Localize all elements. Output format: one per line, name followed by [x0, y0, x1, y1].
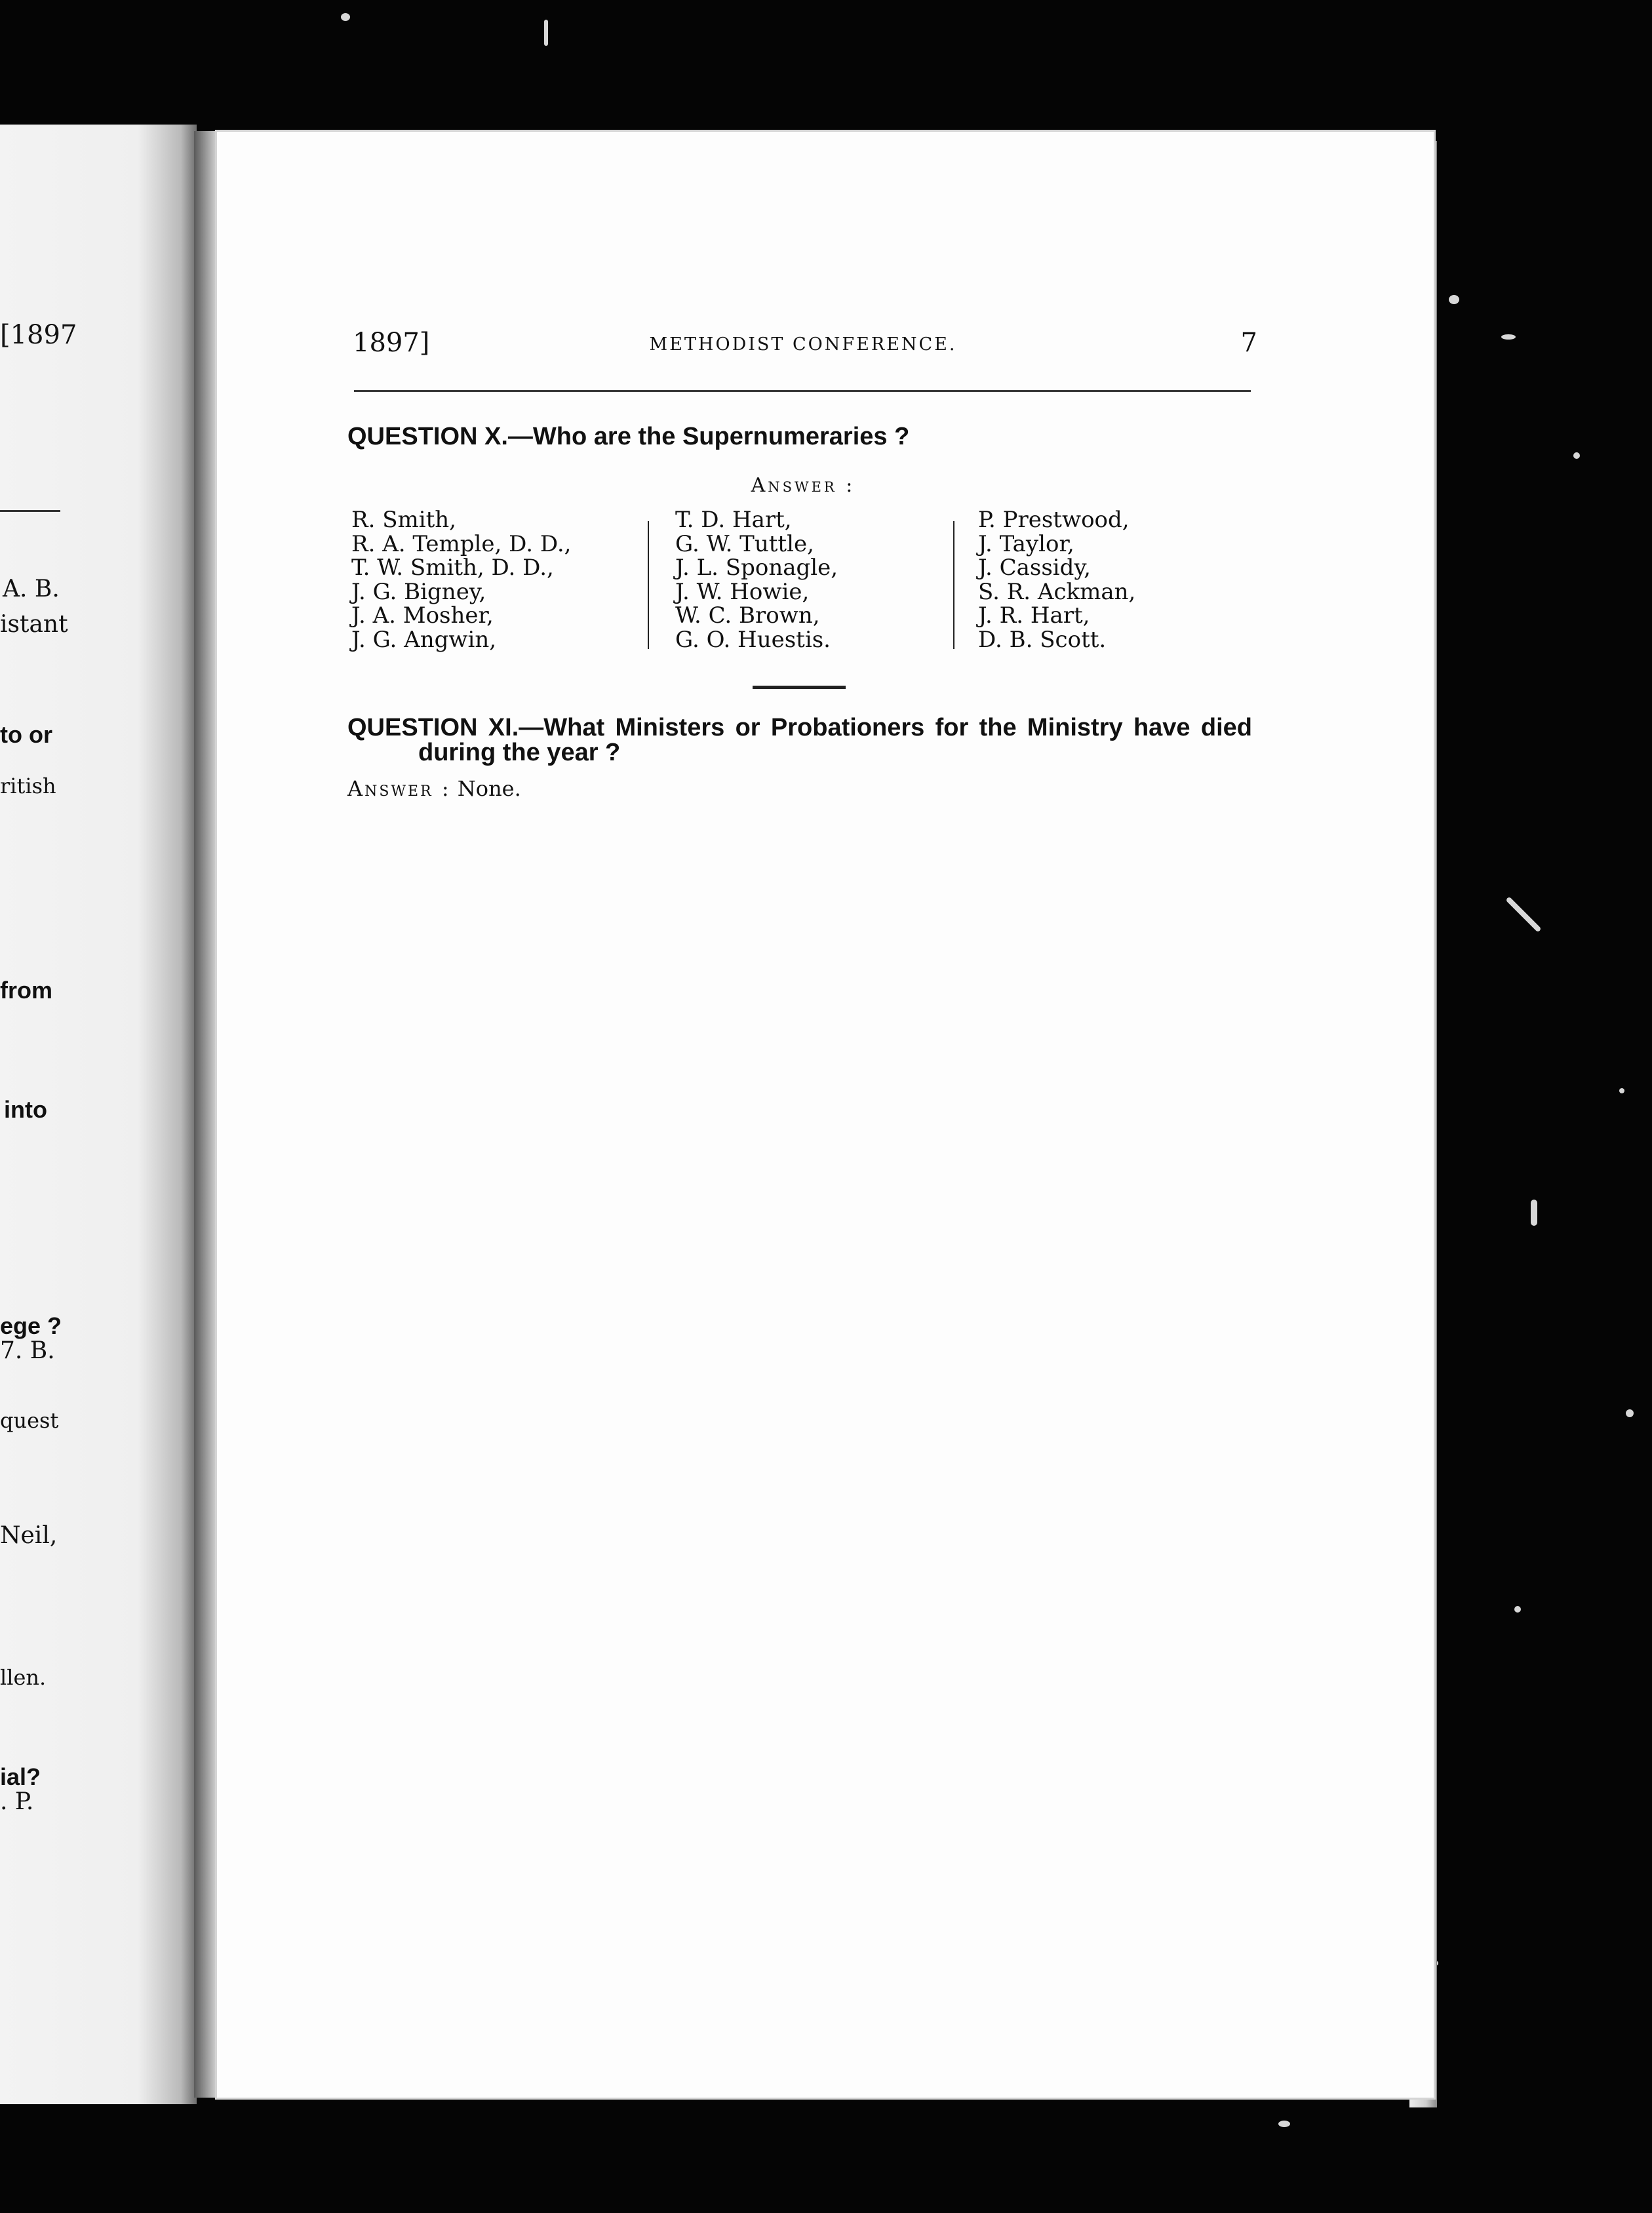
list-item: W. C. Brown,: [675, 602, 820, 629]
question-11-heading: QUESTION XI.—What Ministers or Probationers for the Ministry have died: [347, 714, 1252, 741]
dust-speck: [1626, 1409, 1634, 1417]
left-page-fragment: [1897: [0, 320, 77, 350]
answer-label: Answer :: [347, 776, 451, 801]
list-item: R. Smith,: [351, 507, 456, 533]
dust-speck: [341, 13, 350, 21]
answer-text: None.: [457, 776, 521, 801]
list-item: D. B. Scott.: [978, 626, 1107, 653]
list-item: J. Cassidy,: [978, 555, 1091, 581]
left-page-fragment: to or: [0, 721, 52, 748]
left-page-fragment: . P.: [0, 1788, 34, 1815]
list-item: J. A. Mosher,: [351, 602, 494, 629]
list-item: T. W. Smith, D. D.,: [351, 555, 554, 581]
left-page-fragment: istant: [0, 611, 68, 638]
dust-speck: [1531, 1200, 1537, 1226]
list-item: J. L. Sponagle,: [675, 555, 838, 581]
left-page-fragment: A. B.: [3, 576, 60, 602]
list-item: J. R. Hart,: [978, 602, 1090, 629]
names-column-1: [351, 508, 571, 652]
names-column-2: [675, 508, 838, 652]
dust-speck: [1619, 1088, 1624, 1093]
dust-speck: [1278, 2121, 1290, 2127]
running-header: [347, 328, 1257, 367]
section-divider: [753, 686, 846, 689]
question-11-answer: [347, 776, 521, 801]
left-page-rule: [0, 510, 60, 512]
list-item: J. G. Angwin,: [351, 626, 497, 653]
dust-speck: [1449, 295, 1459, 304]
left-page-fragment: 7. B.: [0, 1337, 55, 1364]
book-gutter: [194, 131, 216, 2098]
dust-speck: [1573, 452, 1580, 459]
left-page-fragment: ritish: [0, 774, 56, 798]
list-item: R. A. Temple, D. D.,: [351, 530, 572, 557]
names-column-3: [978, 508, 1135, 652]
header-year: 1897]: [353, 328, 430, 358]
dust-speck: [1514, 1606, 1521, 1613]
question-10-heading: QUESTION X.—Who are the Supernumeraries ?: [347, 423, 910, 450]
header-rule: [354, 390, 1251, 392]
supernumeraries-list: [347, 507, 1259, 653]
dust-speck: [1505, 896, 1541, 932]
list-item: S. R. Ackman,: [978, 578, 1136, 605]
previous-page-fragment: [0, 125, 197, 2104]
question-10-answer-label: Answer :: [751, 474, 856, 497]
column-divider: [953, 521, 954, 649]
list-item: J. W. Howie,: [675, 578, 810, 605]
list-item: T. D. Hart,: [675, 507, 792, 533]
page-number: 7: [1240, 328, 1257, 358]
list-item: J. Taylor,: [978, 530, 1074, 557]
list-item: G. W. Tuttle,: [675, 530, 814, 557]
dust-speck: [1501, 334, 1516, 340]
column-divider: [648, 521, 649, 649]
dust-speck: [544, 20, 548, 46]
list-item: J. G. Bigney,: [351, 578, 486, 605]
left-page-fragment: Neil,: [0, 1522, 58, 1549]
question-11-heading-continued: during the year ?: [418, 739, 621, 766]
left-page-fragment: ege ?: [0, 1312, 62, 1339]
header-title: METHODIST CONFERENCE.: [649, 334, 957, 355]
list-item: P. Prestwood,: [978, 507, 1130, 533]
left-page-fragment: llen.: [0, 1665, 47, 1690]
left-page-fragment: into: [4, 1096, 47, 1123]
left-page-fragment: from: [0, 977, 52, 1004]
left-page-fragment: quest: [0, 1408, 59, 1433]
left-page-fragment: ial?: [0, 1763, 41, 1790]
list-item: G. O. Huestis.: [675, 626, 831, 653]
